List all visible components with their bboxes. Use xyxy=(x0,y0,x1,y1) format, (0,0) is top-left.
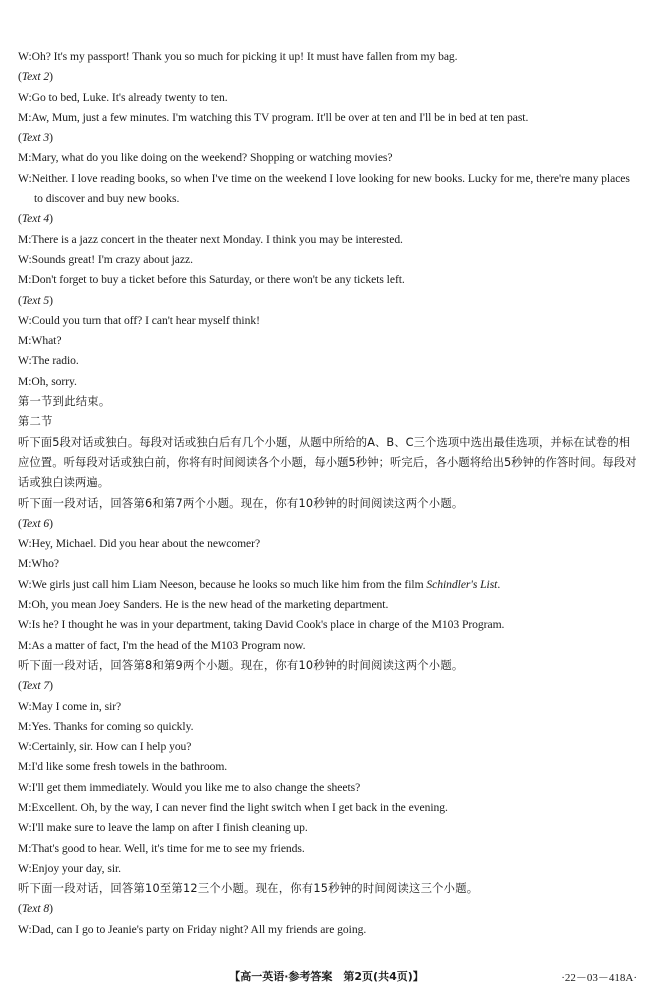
dialogue-line: W:Is he? I thought he was in your department, taking David Cook's place in charge of the M103 Program. xyxy=(18,618,505,632)
dialogue-line: M:Excellent. Oh, by the way, I can never find the light switch when I get back in the evening. xyxy=(18,800,448,814)
dialogue-line: M:What? xyxy=(18,334,62,348)
text-label: (Text 5) xyxy=(18,293,53,307)
dialogue-line: M:As a matter of fact, I'm the head of the M103 Program now. xyxy=(18,638,306,652)
text-label: (Text 2) xyxy=(18,70,53,84)
text-label: (Text 8) xyxy=(18,902,53,916)
instruction-line: 第二节 xyxy=(18,415,53,429)
dialogue-line: W:The radio. xyxy=(18,354,79,368)
dialogue-line: W:I'll make sure to leave the lamp on after I finish cleaning up. xyxy=(18,821,308,835)
dialogue-line: W:I'll get them immediately. Would you like me to also change the sheets? xyxy=(18,780,361,794)
instruction-paragraph: 听下面5段对话或独白。每段对话或独白后有几个小题，从题中所给的A、B、C三个选项中选出最佳选项，并标在试卷的相应位置。听每段对话或独白前，你将有时间阅读各个小题，每小题5秒钟；听完后，各小题将给出5秒钟的作答时间。每段对话或独白读两遍。 xyxy=(18,435,637,490)
dialogue-line: W:May I come in, sir? xyxy=(18,699,122,713)
text-label: (Text 3) xyxy=(18,131,53,145)
dialogue-line: M:Mary, what do you like doing on the weekend? Shopping or watching movies? xyxy=(18,151,393,165)
dialogue-line: M:Oh, you mean Joey Sanders. He is the new head of the marketing department. xyxy=(18,598,389,612)
dialogue-line: W:Certainly, sir. How can I help you? xyxy=(18,740,192,754)
dialogue-line: W:Sounds great! I'm crazy about jazz. xyxy=(18,252,193,266)
instruction-line: 听下面一段对话，回答第8和第9两个小题。现在，你有10秒钟的时间阅读这两个小题。 xyxy=(18,658,464,672)
dialogue-line: M:I'd like some fresh towels in the bathroom. xyxy=(18,760,228,774)
dialogue-line: M:Yes. Thanks for coming so quickly. xyxy=(18,719,194,733)
text-label: (Text 4) xyxy=(18,212,53,226)
page-footer xyxy=(0,968,653,988)
dialogue-line: M:There is a jazz concert in the theater next Monday. I think you may be interested. xyxy=(18,232,403,246)
footer-doc-code: ·22－03－418A· xyxy=(561,972,637,984)
instruction-line: 听下面一段对话，回答第6和第7两个小题。现在，你有10秒钟的时间阅读这两个小题。 xyxy=(18,496,464,510)
dialogue-line: M:That's good to hear. Well, it's time for me to see my friends. xyxy=(18,841,305,855)
dialogue-line: M:Oh, sorry. xyxy=(18,374,77,388)
dialogue-line: W:Hey, Michael. Did you hear about the newcomer? xyxy=(18,537,261,551)
dialogue-line: M:Aw, Mum, just a few minutes. I'm watching this TV program. It'll be over at ten and I'll be in bed at ten past. xyxy=(18,110,529,124)
dialogue-line: W:Could you turn that off? I can't hear myself think! xyxy=(18,313,260,327)
dialogue-line: W:Enjoy your day, sir. xyxy=(18,861,122,875)
dialogue-line: M:Don't forget to buy a ticket before this Saturday, or there won't be any tickets left. xyxy=(18,273,405,287)
answer-key-transcript xyxy=(18,47,638,940)
dialogue-line: W:Neither. I love reading books, so when I've time on the weekend I love looking for new books. Lucky for me, there're many places to discover and buy new books. xyxy=(18,171,630,206)
dialogue-line: W:We girls just call him Liam Neeson, because he looks so much like him from the film Schindler's List. xyxy=(18,577,501,591)
dialogue-line: M:Who? xyxy=(18,557,59,571)
text-label: (Text 6) xyxy=(18,516,53,530)
dialogue-line: W:Dad, can I go to Jeanie's party on Friday night? All my friends are going. xyxy=(18,922,367,936)
text-label: (Text 7) xyxy=(18,679,53,693)
instruction-line: 第一节到此结束。 xyxy=(18,395,111,409)
dialogue-line: W:Go to bed, Luke. It's already twenty to ten. xyxy=(18,90,228,104)
footer-page-info: 【高一英语·参考答案 第2页(共4页)】 xyxy=(229,970,424,983)
dialogue-line: W:Oh? It's my passport! Thank you so much for picking it up! It must have fallen from my bag. xyxy=(18,50,458,63)
instruction-line: 听下面一段对话，回答第10至第12三个小题。现在，你有15秒钟的时间阅读这三个小题。 xyxy=(18,882,479,896)
